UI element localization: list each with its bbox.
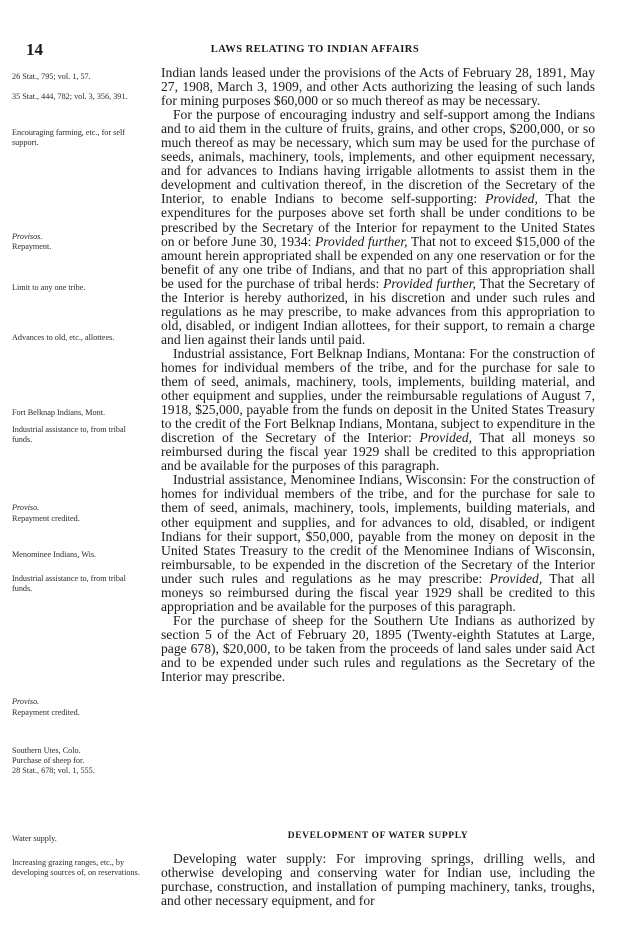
- text-segment: Industrial assistance, Menominee Indians, Wisconsin: For the construction of homes for individual members of the tribe, and for the purchase for sale to them of seed, animals, machinery, tools, implements, building materials, and other equipment and supplies, and for advances to old, disabled, or indigent Indians for their support, $50,000, payable from the money on deposit in the United States Treasury to the credit of the Menominee Indians of Wisconsin, reimbursable, to be expended in the discretion of the Secretary of the Interior under such rules and regulations as he may prescribe:: [161, 472, 595, 586]
- paragraph-fort-belknap: [161, 347, 595, 473]
- text-segment: Industrial assistance, Fort Belknap Indians, Montana: For the construction of homes for individual members of the tribe, and for the purchase for sale to them of seed, animals, machinery, tools, implements, building material, and other equipment and supplies, under the reimbursable regulations of August 7, 1918, $25,000, payable from the funds on deposit in the United States Treasury to the credit of the Fort Belknap Indians, Montana, subject to expenditure in the discretion of the Secretary of the Interior:: [161, 345, 595, 446]
- section-heading-water-supply: DEVELOPMENT OF WATER SUPPLY: [287, 831, 469, 841]
- margin-note-encouraging-farming: Encouraging farming, etc., for self support.: [12, 128, 125, 147]
- proviso-label: Provided,: [419, 430, 473, 446]
- margin-note-proviso-1-label: Proviso.: [12, 503, 40, 512]
- margin-note-industrial-2: Industrial assistance to, from tribal funds.: [12, 574, 126, 593]
- text-segment: That all moneys so reimbursed during the fiscal year 1929 shall be credited to this appropriation and be available for the purposes of this paragraph.: [161, 570, 595, 614]
- paragraph-water-supply: Developing water supply: For improving springs, drilling wells, and otherwise developing and conserving water for Indian use, including the purchase, construction, and installation of pumping machinery, tanks, troughs, and other necessary equipment, and for: [161, 851, 595, 909]
- text-segment: That the Secretary of the Interior is hereby authorized, in his discretion and under such rules and regulations as he may prescribe, to make advances from this appropriation to old, disabled, or indigent Indian allottees, for their support, to remain a charge and lien against their lands until paid.: [161, 275, 596, 347]
- margin-note-industrial-1: Industrial assistance to, from tribal funds.: [12, 425, 126, 444]
- margin-note-stat-3: 28 Stat., 678; vol. 1, 555.: [12, 766, 95, 775]
- margin-note-proviso-2-label: Proviso.: [12, 697, 40, 706]
- margin-note-fort-belknap: Fort Belknap Indians, Mont.: [12, 408, 106, 417]
- margin-note-purchase-sheep: Purchase of sheep for.: [12, 756, 85, 765]
- body-text-lower: [161, 852, 595, 908]
- paragraph-southern-ute: For the purchase of sheep for the Southern Ute Indians as authorized by section 5 of the Act of February 20, 1895 (Twenty-eighth Statutes at Large, page 678), $20,000, to be taken from the proceeds of land sales under said Act and to be expended under such rules and regulations as the Secretary of the Interior may prescribe.: [161, 612, 595, 685]
- margin-note-provisos-label: Provisos.: [12, 232, 43, 241]
- text-segment: That the expenditures for the purposes above set forth shall be under conditions to be prescribed by the Secretary of the Interior for repayment to the United States on or before June 30, 1934:: [161, 191, 595, 249]
- page-number: 14: [26, 40, 43, 59]
- margin-note-proviso-2: [12, 697, 140, 707]
- text-segment: That not to exceed $15,000 of the amount herein appropriated shall be expended on any one reservation or for the benefit of any one tribe of Indians, and that no part of this appropriation shall be used for the purchase of tribal herds:: [161, 233, 596, 291]
- proviso-label: Provided,: [485, 191, 538, 207]
- proviso-label: Provided further,: [383, 275, 476, 291]
- margin-note-stat-2: 35 Stat., 444, 782; vol. 3, 356, 391.: [12, 92, 128, 101]
- paragraph-mining-leases: Indian lands leased under the provisions of the Acts of February 28, 1891, May 27, 1908, March 3, 1909, and other Acts authorizing the leasing of such lands for mining purposes $60,000 or so much thereof as may be necessary.: [161, 65, 595, 109]
- margin-note-grazing-ranges: Increasing grazing ranges, etc., by developing sources of, on reservations.: [12, 858, 140, 877]
- text-segment: That all moneys so reimbursed during the fiscal year 1929 shall be credited to this appropriation and be available for the purposes of this paragraph.: [161, 430, 595, 474]
- margin-note-water-supply: Water supply.: [12, 834, 57, 843]
- proviso-label: Provided,: [489, 570, 543, 586]
- margin-note-stat-1: 26 Stat., 795; vol. 1, 57.: [12, 72, 91, 81]
- margin-note-southern-utes: Southern Utes, Colo.: [12, 746, 81, 755]
- proviso-label: Provided further,: [314, 233, 408, 249]
- margin-note-repayment-credited-1: Repayment credited.: [12, 514, 80, 523]
- running-head: LAWS RELATING TO INDIAN AFFAIRS: [210, 44, 420, 55]
- text-segment: For the purpose of encouraging industry and self-support among the Indians and to aid them in the culture of fruits, grains, and other crops, $200,000, or so much thereof as may be necessary, which sum may be used for the purchase of seeds, animals, machinery, tools, implements, and other equipment necessary, and for advances to Indians having irrigable allotments to assist them in the development and cultivation thereof, in the discretion of the Secretary of the Interior, to enable Indians to become self-supporting:: [161, 107, 595, 207]
- paragraph-menominee: [161, 473, 595, 613]
- margin-note-repayment-credited-2: Repayment credited.: [12, 708, 80, 717]
- margin-note-advances: Advances to old, etc., allottees.: [12, 333, 115, 342]
- margin-note-limit: Limit to any one tribe.: [12, 283, 86, 292]
- margin-note-proviso-1: [12, 503, 140, 513]
- body-text-upper: [161, 66, 595, 684]
- margin-note-provisos: [12, 232, 140, 242]
- margin-note-repayment: Repayment.: [12, 242, 52, 251]
- paragraph-encouraging-industry: [161, 108, 595, 347]
- page-header: [26, 40, 604, 60]
- margin-note-menominee: Menominee Indians, Wis.: [12, 550, 97, 559]
